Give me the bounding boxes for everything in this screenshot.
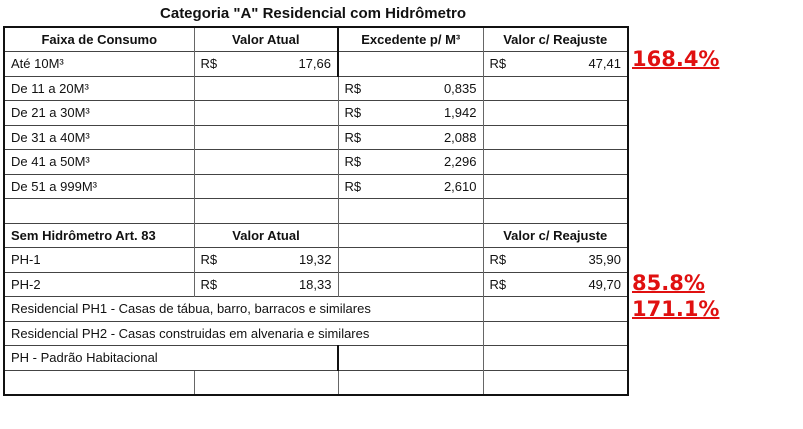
table-row [4, 101, 628, 126]
section-header-row [4, 223, 628, 248]
currency-label: R$ [344, 80, 362, 96]
sem-hidrometro-header: Sem Hidrômetro Art. 83 [4, 223, 194, 248]
reajuste-cell [483, 101, 628, 126]
currency-label: R$ [200, 276, 218, 292]
excedente-cell [338, 174, 483, 199]
excedente-value: 2,296 [443, 154, 477, 170]
sheet-title: Categoria "A" Residencial com Hidrômetro [160, 5, 466, 22]
currency-label: R$ [200, 56, 218, 72]
currency-label: R$ [489, 56, 507, 72]
valor-atual-value: 19,32 [298, 252, 332, 268]
empty-cell [483, 321, 628, 346]
note-row [4, 297, 628, 322]
currency-label: R$ [489, 276, 507, 292]
empty-row [4, 370, 628, 395]
excedente-value: 2,610 [443, 178, 477, 194]
empty-cell [338, 223, 483, 248]
excedente-cell [338, 76, 483, 101]
reajuste-cell [483, 125, 628, 150]
tariff-table [3, 26, 629, 396]
note-cell: Residencial PH1 - Casas de tábua, barro, barracos e similares [4, 297, 483, 322]
table-row [4, 248, 628, 273]
empty-cell [194, 199, 338, 224]
currency-label: R$ [344, 129, 362, 145]
ph-label-cell: PH-2 [4, 272, 194, 297]
header-excedente: Excedente p/ M³ [338, 27, 483, 52]
faixa-cell: Até 10M³ [4, 52, 194, 77]
ph-label-cell: PH-1 [4, 248, 194, 273]
empty-cell [194, 370, 338, 395]
reajuste-cell [483, 52, 628, 77]
currency-label: R$ [344, 178, 362, 194]
empty-cell [338, 370, 483, 395]
table-row [4, 174, 628, 199]
faixa-cell: De 21 a 30M³ [4, 101, 194, 126]
valor-atual-value: 17,66 [298, 56, 331, 72]
excedente-cell [338, 150, 483, 175]
reajuste-cell [483, 150, 628, 175]
table-row [4, 76, 628, 101]
table-row [4, 125, 628, 150]
excedente-value: 0,835 [443, 80, 477, 96]
increase-percent-ate10: 168.4% [632, 47, 720, 71]
table-row [4, 150, 628, 175]
currency-label: R$ [344, 154, 362, 170]
header-valor-atual: Valor Atual [194, 27, 338, 52]
reajuste-cell [483, 174, 628, 199]
reajuste-cell [483, 272, 628, 297]
empty-cell [483, 199, 628, 224]
note-cell: Residencial PH2 - Casas construidas em alvenaria e similares [4, 321, 483, 346]
header-reajuste: Valor c/ Reajuste [483, 27, 628, 52]
empty-cell [4, 370, 194, 395]
currency-label: R$ [344, 105, 362, 121]
header-row [4, 27, 628, 52]
valor-atual-cell [194, 272, 338, 297]
valor-atual-cell [194, 76, 338, 101]
faixa-cell: De 41 a 50M³ [4, 150, 194, 175]
empty-cell [338, 272, 483, 297]
empty-cell [483, 297, 628, 322]
faixa-cell: De 11 a 20M³ [4, 76, 194, 101]
empty-cell [338, 199, 483, 224]
currency-label: R$ [200, 252, 218, 268]
excedente-value: 1,942 [443, 105, 477, 121]
increase-percent-ph1: 85.8% [632, 271, 705, 295]
currency-label: R$ [489, 252, 507, 268]
table-row [4, 52, 628, 77]
excedente-cell [338, 52, 483, 77]
note-cell: PH - Padrão Habitacional [4, 346, 338, 371]
excedente-value: 2,088 [443, 129, 477, 145]
valor-atual-cell [194, 248, 338, 273]
table-row [4, 272, 628, 297]
reajuste-value: 47,41 [588, 56, 621, 72]
valor-atual-cell [194, 125, 338, 150]
empty-cell [4, 199, 194, 224]
empty-cell [338, 346, 483, 371]
note-row [4, 321, 628, 346]
reajuste-value: 35,90 [588, 252, 621, 268]
excedente-cell [338, 101, 483, 126]
valor-atual-cell [194, 52, 338, 77]
valor-atual-cell [194, 101, 338, 126]
empty-cell [338, 248, 483, 273]
sem-hidrometro-reajuste-header: Valor c/ Reajuste [483, 223, 628, 248]
valor-atual-cell [194, 150, 338, 175]
empty-cell [483, 370, 628, 395]
increase-percent-ph2: 171.1% [632, 297, 720, 321]
valor-atual-value: 18,33 [298, 276, 332, 292]
reajuste-cell [483, 248, 628, 273]
faixa-cell: De 51 a 999M³ [4, 174, 194, 199]
reajuste-value: 49,70 [588, 276, 621, 292]
reajuste-cell [483, 76, 628, 101]
empty-cell [483, 346, 628, 371]
empty-row [4, 199, 628, 224]
excedente-cell [338, 125, 483, 150]
faixa-cell: De 31 a 40M³ [4, 125, 194, 150]
valor-atual-cell [194, 174, 338, 199]
note-row [4, 346, 628, 371]
sem-hidrometro-valor-atual-header: Valor Atual [194, 223, 338, 248]
header-faixa: Faixa de Consumo [4, 27, 194, 52]
